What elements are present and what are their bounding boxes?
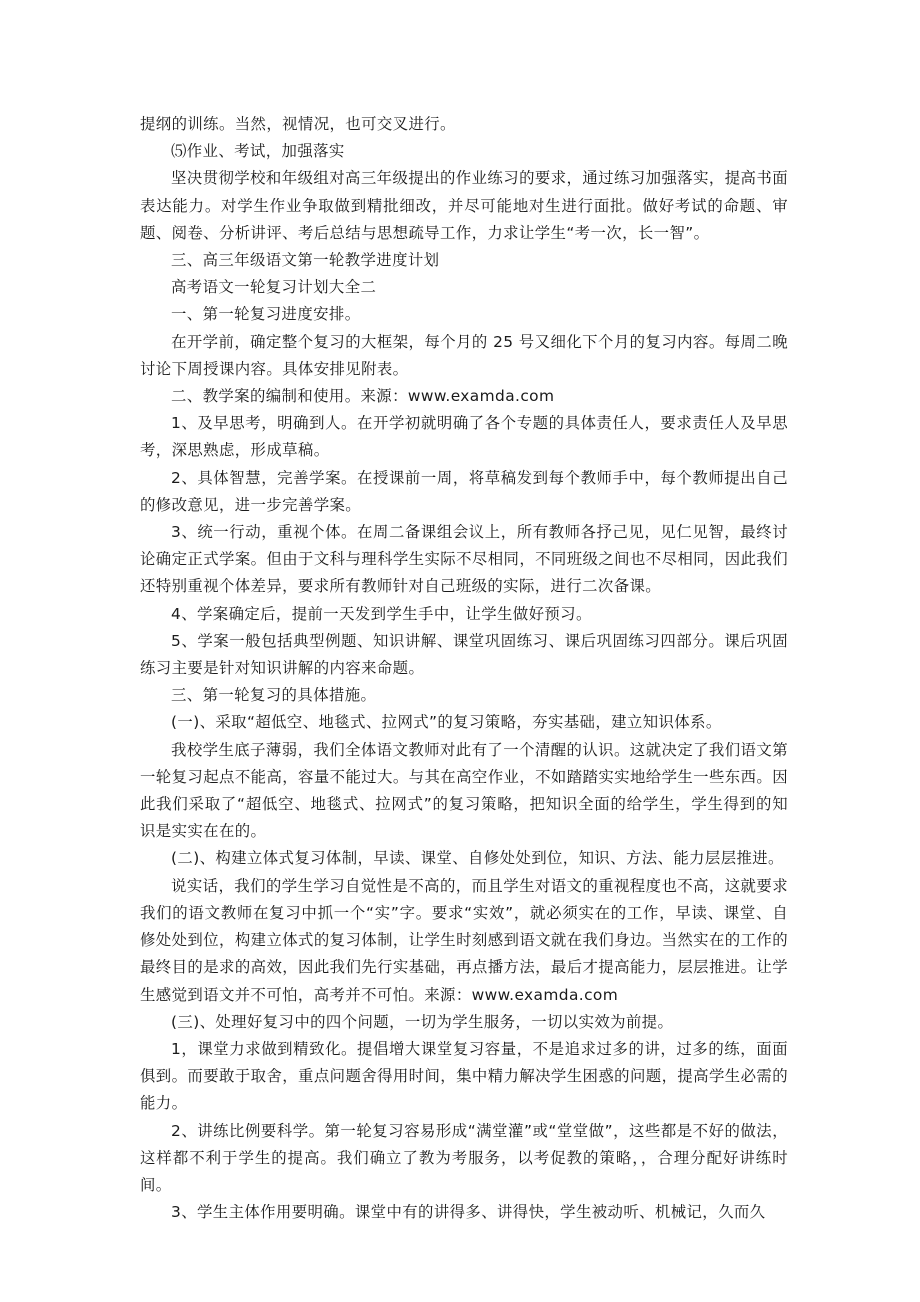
paragraph-9: 2、具体智慧，完善学案。在授课前一周，将草稿发到每个教师手中，每个教师提出自己的修改意见，进一步完善学案。: [140, 468, 788, 514]
paragraph-0: 提纲的训练。当然，视情况，也可交叉进行。: [140, 115, 456, 133]
paragraph-10: 3、统一行动，重视个体。在周二备课组会议上，所有教师各抒己见，见仁见智，最终讨论确定正式学案。但由于文科与理科学生实际不尽相同，不同班级之间也不尽相同，因此我们还特别重视个体差异，要求所有教师针对自己班级的实际，进行二次备课。: [140, 523, 788, 596]
paragraph-12: 5、学案一般包括典型例题、知识讲解、课堂巩固练习、课后巩固练习四部分。课后巩固练习主要是针对知识讲解的内容来命题。: [140, 631, 788, 678]
paragraph-8: 1、及早思考，明确到人。在开学初就明确了各个专题的具体责任人，要求责任人及早思考，深思熟虑，形成草稿。: [140, 414, 788, 460]
paragraph-11: 4、学案确定后，提前一天发到学生手中，让学生做好预习。: [171, 604, 592, 623]
paragraph-17: 说实话，我们的学生学习自觉性是不高的，而且学生对语文的重视程度也不高，这就要求我们的语文教师在复习中抓一个“实”字。要求“实效”，就必须实在的工作，早读、课堂、自修处处到位，构建立体式的复习体制，让学生时刻感到语文就在我们身边。当然实在的工作的最终目的是求的高效，因此我们先行实基础，再点播方法，最后才提高能力，层层推进。让学生感觉到语文并不可怕，高考并不可怕。来源：www.examda.com: [140, 876, 788, 1004]
document-page: [140, 111, 788, 1226]
paragraph-4: 高考语文一轮复习计划大全二: [171, 278, 377, 297]
paragraph-14: (一)、采取“超低空、地毯式、拉网式”的复习策略，夯实基础，建立知识体系。: [171, 713, 722, 732]
paragraph-19: 1，课堂力求做到精致化。提倡增大课堂复习容量，不是追求过多的讲，过多的练，面面俱到。而要敢于取舍，重点问题舍得用时间，集中精力解决学生困惑的问题，提高学生必需的能力。: [140, 1039, 788, 1113]
paragraph-20: 2、讲练比例要科学。第一轮复习容易形成“满堂灌”或“堂堂做”，这些都是不好的做法，这样都不利于学生的提高。我们确立了教为考服务，以考促教的策略，，合理分配好讲练时间。: [140, 1121, 788, 1194]
paragraph-15: 我校学生底子薄弱，我们全体语文教师对此有了一个清醒的认识。这就决定了我们语文第一轮复习起点不能高，容量不能过大。与其在高空作业，不如踏踏实实地给学生一些东西。因此我们采取了“超低空、地毯式、拉网式”的复习策略，把知识全面的给学生，学生得到的知识是实实在在的。: [140, 740, 788, 841]
paragraph-16: (二)、构建立体式复习体制，早读、课堂、自修处处到位，知识、方法、能力层层推进。: [171, 849, 784, 868]
paragraph-7: 二、教学案的编制和使用。来源：www.examda.com: [171, 387, 555, 406]
paragraph-6: 在开学前，确定整个复习的大框架，每个月的 25 号又细化下个月的复习内容。每周二晚讨论下周授课内容。具体安排见附表。: [140, 332, 788, 378]
paragraph-13: 三、第一轮复习的具体措施。: [171, 686, 377, 705]
paragraph-21: 3、学生主体作用要明确。课堂中有的讲得多、讲得快，学生被动听、机械记，久而久: [171, 1203, 766, 1222]
paragraph-5: 一、第一轮复习进度安排。: [171, 305, 361, 324]
paragraph-1: ⑸作业、考试，加强落实: [171, 142, 345, 161]
paragraph-18: (三)、处理好复习中的四个问题，一切为学生服务，一切以实效为前提。: [171, 1012, 674, 1031]
paragraph-3: 三、高三年级语文第一轮教学进度计划: [171, 251, 440, 270]
paragraph-2: 坚决贯彻学校和年级组对高三年级提出的作业练习的要求，通过练习加强落实，提高书面表达能力。对学生作业争取做到精批细改，并尽可能地对生进行面批。做好考试的命题、审题、阅卷、分析讲评、考后总结与思想疏导工作，力求让学生“考一次，长一智”。: [140, 169, 788, 242]
